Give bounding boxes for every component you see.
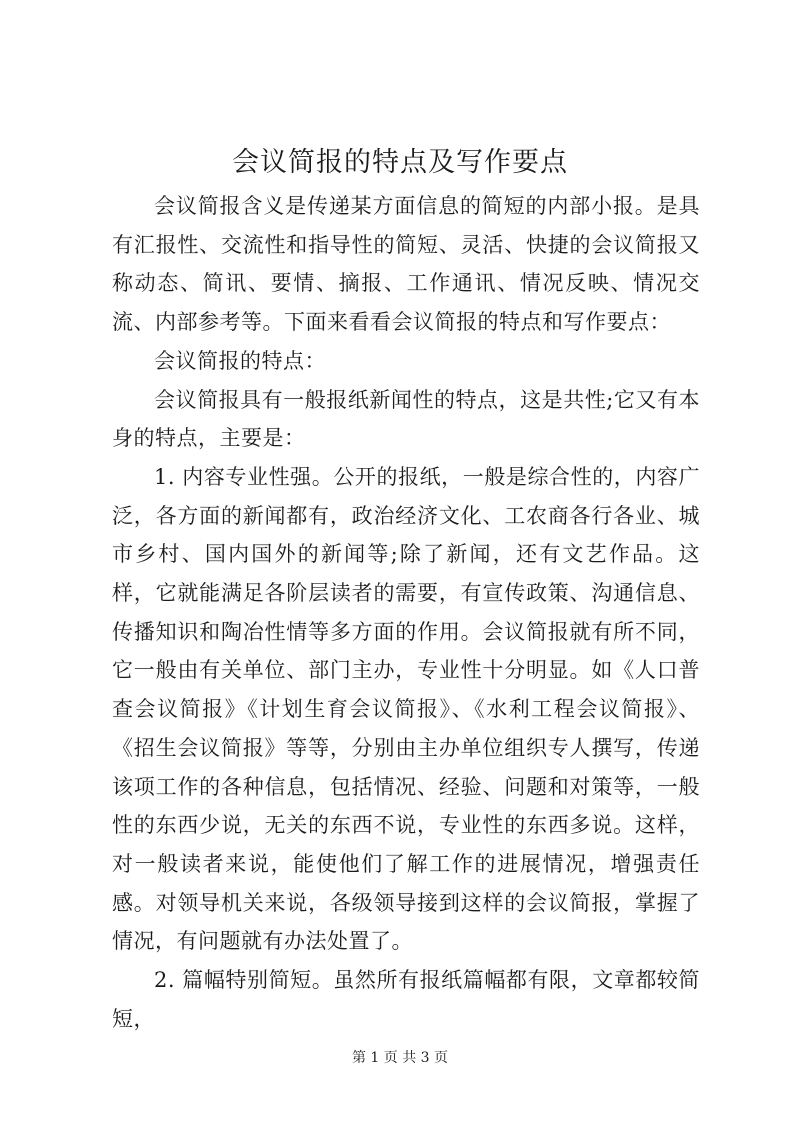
document-body [112, 187, 700, 1038]
paragraph-feature-1: 1. 内容专业性强。公开的报纸，一般是综合性的，内容广泛，各方面的新闻都有，政治经济文化、工农商各行各业、城市乡村、国内国外的新闻等;除了新闻，还有文艺作品。这样，它就能满足各阶层读者的需要，有宣传政策、沟通信息、传播知识和陶冶性情等多方面的作用。会议简报就有所不同，它一般由有关单位、部门主办，专业性十分明显。如《人口普查会议简报》《计划生育会议简报》、《水利工程会议简报》、《招生会议简报》等等，分别由主办单位组织专人撰写，传递该项工作的各种信息，包括情况、经验、问题和对策等，一般性的东西少说，无关的东西不说，专业性的东西多说。这样，对一般读者来说，能使他们了解工作的进展情况，增强责任感。对领导机关来说，各级领导接到这样的会议简报，掌握了情况，有问题就有办法处置了。 [112, 464, 700, 954]
paragraph-intro: 会议简报含义是传递某方面信息的简短的内部小报。是具有汇报性、交流性和指导性的简短、灵活、快捷的会议简报又称动态、简讯、要情、摘报、工作通讯、情况反映、情况交流、内部参考等。下面来看看会议简报的特点和写作要点： [112, 194, 700, 335]
paragraph-features-summary: 会议简报具有一般报纸新闻性的特点，这是共性;它又有本身的特点，主要是： [112, 387, 700, 451]
paragraph-features-heading: 会议简报的特点： [154, 348, 326, 373]
paragraph-feature-2: 2. 篇幅特别简短。虽然所有报纸篇幅都有限，文章都较简短， [112, 968, 700, 1031]
document-title: 会议简报的特点及写作要点 [232, 147, 568, 178]
page-footer: 第 1 页 共 3 页 [351, 1050, 449, 1066]
